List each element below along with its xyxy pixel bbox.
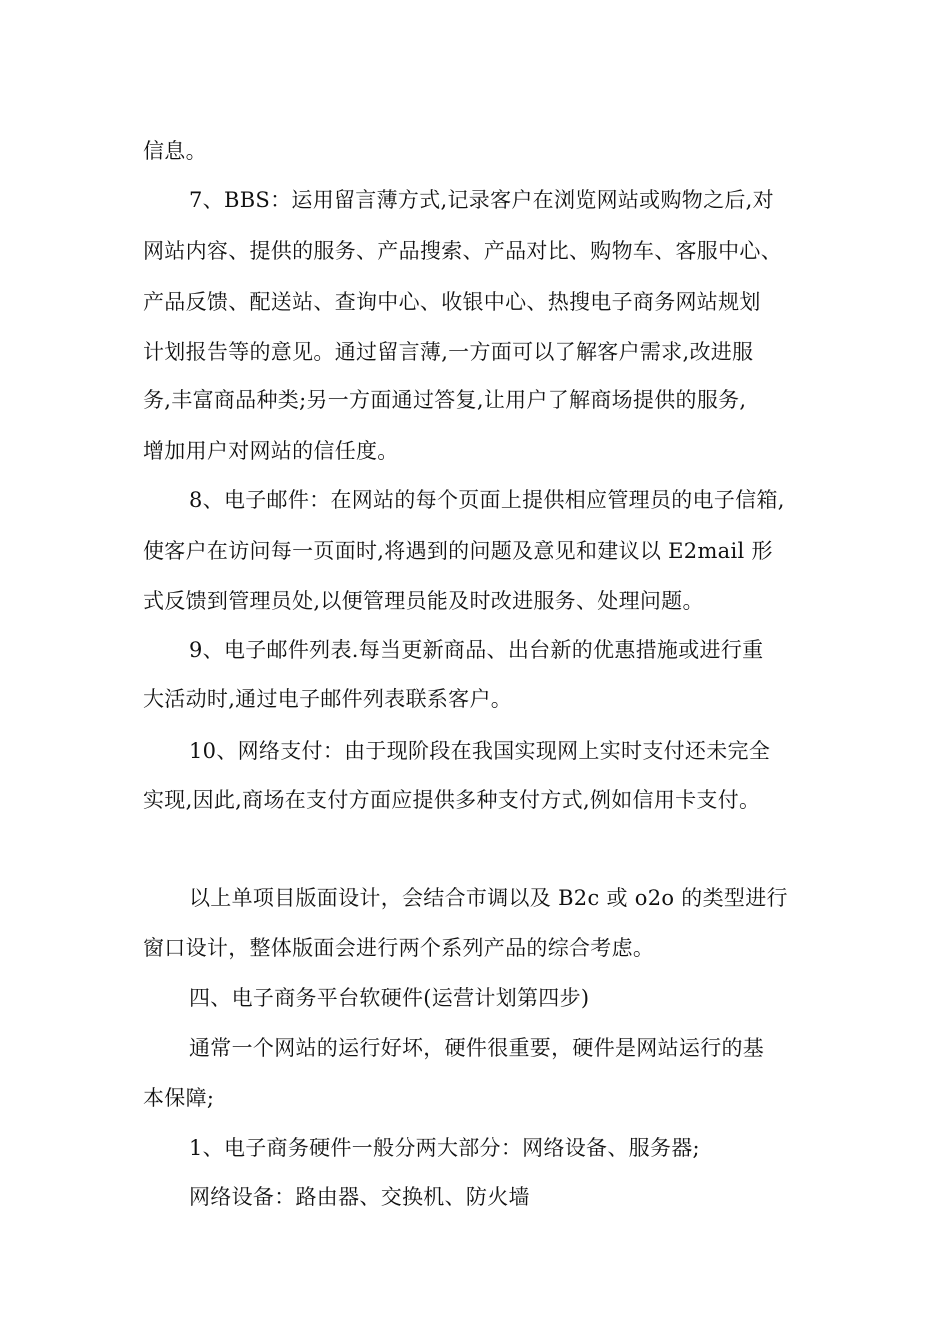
- paragraph-line: 通常一个网站的运行好坏，硬件很重要，硬件是网站运行的基: [189, 1036, 765, 1060]
- paragraph-line: 以上单项目版面设计，会结合市调以及 B2c 或 o2o 的类型进行: [189, 886, 788, 910]
- paragraph-line: 式反馈到管理员处,以便管理员能及时改进服务、处理问题。: [143, 589, 704, 613]
- paragraph-line: 7、BBS：运用留言薄方式,记录客户在浏览网站或购物之后,对: [189, 188, 774, 212]
- paragraph-line: 计划报告等的意见。通过留言薄,一方面可以了解客户需求,改进服: [143, 340, 754, 364]
- paragraph-line: 增加用户对网站的信任度。: [143, 439, 399, 463]
- paragraph-line: 9、电子邮件列表.每当更新商品、出台新的优惠措施或进行重: [189, 638, 764, 662]
- paragraph-line: 大活动时,通过电子邮件列表联系客户。: [143, 687, 513, 711]
- paragraph-line: 窗口设计，整体版面会进行两个系列产品的综合考虑。: [143, 936, 655, 960]
- paragraph-line: 网络设备：路由器、交换机、防火墙: [189, 1185, 530, 1209]
- paragraph-line: 产品反馈、配送站、查询中心、收银中心、热搜电子商务网站规划: [143, 290, 761, 314]
- paragraph-line: 1、电子商务硬件一般分两大部分：网络设备、服务器;: [189, 1136, 700, 1160]
- paragraph-line: 实现,因此,商场在支付方面应提供多种支付方式,例如信用卡支付。: [143, 788, 761, 812]
- paragraph-line: 8、电子邮件：在网站的每个页面上提供相应管理员的电子信箱,: [189, 488, 785, 512]
- paragraph-line: 信息。: [143, 139, 207, 163]
- paragraph-line: 10、网络支付：由于现阶段在我国实现网上实时支付还未完全: [189, 739, 771, 763]
- paragraph-line: 本保障;: [143, 1086, 215, 1110]
- paragraph-line: 网站内容、提供的服务、产品搜索、产品对比、购物车、客服中心、: [143, 239, 782, 263]
- section-heading: 四、电子商务平台软硬件(运营计划第四步): [189, 986, 590, 1010]
- paragraph-line: 使客户在访问每一页面时,将遇到的问题及意见和建议以 E2mail 形: [143, 539, 773, 563]
- paragraph-line: 务,丰富商品种类;另一方面通过答复,让用户了解商场提供的服务,: [143, 388, 747, 412]
